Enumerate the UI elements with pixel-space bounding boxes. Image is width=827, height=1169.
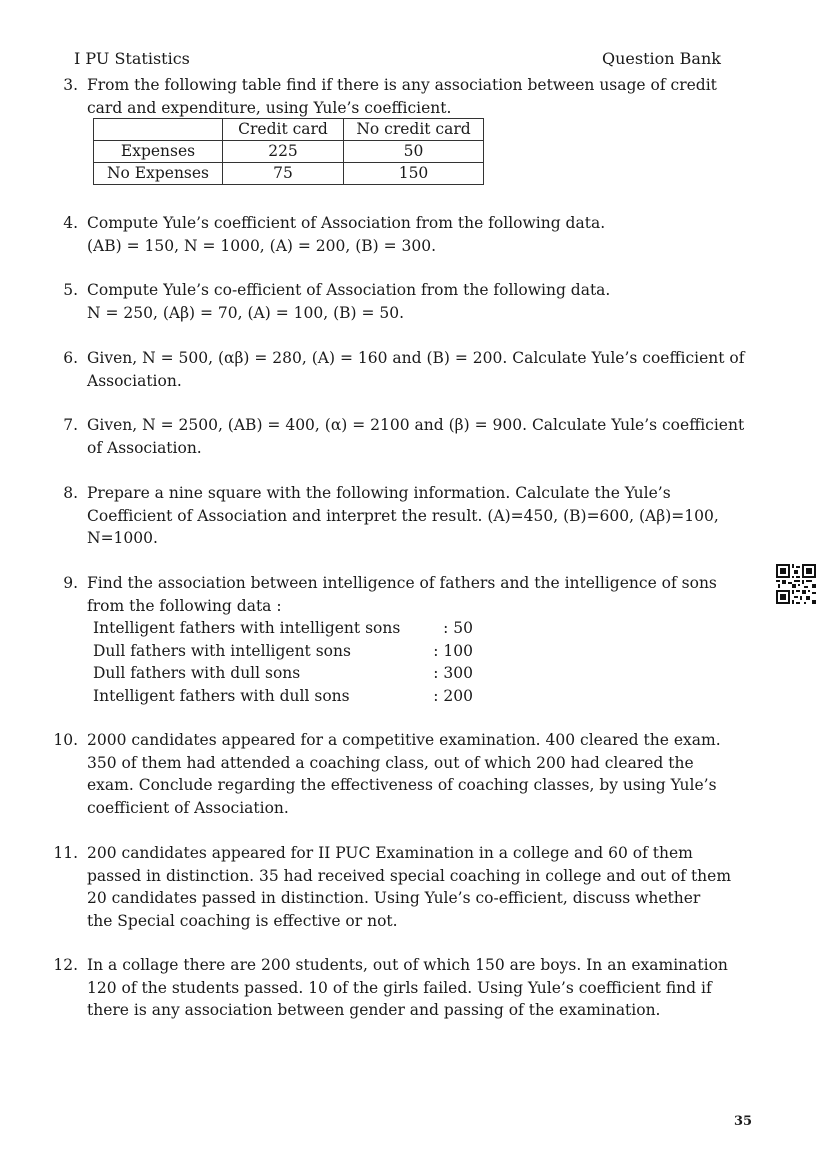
table-header-row xyxy=(94,119,484,141)
list-item-value: : 200 xyxy=(433,686,473,705)
table-row xyxy=(94,141,484,163)
page-number: 35 xyxy=(734,1114,753,1129)
question-10 xyxy=(44,729,752,819)
list-item-value: : 100 xyxy=(433,641,473,660)
question-text: exam. Conclude regarding the effectiveness of coaching classes, by using Yule’s xyxy=(87,776,717,795)
question-3 xyxy=(44,74,752,119)
table-cell: 150 xyxy=(344,163,484,185)
list-item-label: Dull fathers with intelligent sons xyxy=(93,641,351,660)
question-11 xyxy=(44,842,752,932)
question-text: coefficient of Association. xyxy=(87,798,289,817)
question-text: 350 of them had attended a coaching class, out of which 200 had cleared the xyxy=(87,753,694,772)
question-text: there is any association between gender and passing of the examination. xyxy=(87,1001,661,1020)
list-item-value: : 50 xyxy=(443,619,473,637)
list-item xyxy=(93,662,473,685)
table-row-label: Expenses xyxy=(94,141,223,163)
question-text: (AB) = 150, N = 1000, (A) = 200, (B) = 300. xyxy=(87,236,437,255)
list-item xyxy=(93,685,473,708)
question-number: 10. xyxy=(53,731,78,749)
table-cell: 75 xyxy=(223,163,344,185)
question-text: Compute Yule’s co-efficient of Association from the following data. xyxy=(87,281,611,299)
question-number: 3. xyxy=(63,76,78,94)
list-item-value: : 300 xyxy=(433,664,473,683)
question-number: 8. xyxy=(63,484,78,502)
list-item-label: Intelligent fathers with dull sons xyxy=(93,686,350,705)
table-cell xyxy=(94,119,223,141)
question-6 xyxy=(44,347,752,392)
header-title: Question Bank xyxy=(602,49,721,68)
question-text: Find the association between intelligence of fathers and the intelligence of sons xyxy=(87,574,717,592)
question-8 xyxy=(44,482,752,550)
qr-code-icon xyxy=(776,564,816,604)
question-text: From the following table find if there is any association between usage of credit xyxy=(87,76,717,94)
question-12 xyxy=(44,954,752,1022)
question-number: 9. xyxy=(63,574,78,592)
question-text: In a collage there are 200 students, out of which 150 are boys. In an examination xyxy=(87,956,728,974)
question-number: 4. xyxy=(63,214,78,232)
question-number: 12. xyxy=(53,956,78,974)
question-number: 7. xyxy=(63,416,78,434)
table-row xyxy=(94,163,484,185)
list-item-label: Intelligent fathers with intelligent sons xyxy=(93,619,401,637)
table-row-label: No Expenses xyxy=(94,163,223,185)
question-text: Prepare a nine square with the following information. Calculate the Yule’s xyxy=(87,484,671,502)
header-subject: I PU Statistics xyxy=(74,49,190,68)
question-number: 11. xyxy=(53,844,78,862)
question-text: Association. xyxy=(87,371,182,390)
list-item xyxy=(93,617,473,640)
question-4 xyxy=(44,212,752,257)
list-item-label: Dull fathers with dull sons xyxy=(93,664,301,683)
question-9 xyxy=(44,572,752,617)
question-text: 120 of the students passed. 10 of the girls failed. Using Yule’s coefficient find if xyxy=(87,978,712,997)
table-cell: 225 xyxy=(223,141,344,163)
question-text: 2000 candidates appeared for a competitive examination. 400 cleared the exam. xyxy=(87,731,721,749)
question-text: passed in distinction. 35 had received special coaching in college and out of them xyxy=(87,866,732,885)
question-text: N=1000. xyxy=(87,529,158,548)
credit-card-table xyxy=(93,118,484,185)
question-text: 20 candidates passed in distinction. Using Yule’s co-efficient, discuss whether xyxy=(87,889,701,908)
question-text: Given, N = 2500, (AB) = 400, (α) = 2100 and (β) = 900. Calculate Yule’s coefficient xyxy=(87,416,745,434)
question-text: from the following data : xyxy=(87,596,282,615)
list-item xyxy=(93,640,473,663)
q9-data-list xyxy=(93,617,473,707)
question-text: Coefficient of Association and interpret the result. (A)=450, (B)=600, (Aβ)=100, xyxy=(87,506,719,525)
question-text: 200 candidates appeared for II PUC Examination in a college and 60 of them xyxy=(87,844,693,862)
table-header-cell: Credit card xyxy=(223,119,344,141)
question-text: card and expenditure, using Yule’s coefficient. xyxy=(87,98,452,117)
question-text: Given, N = 500, (αβ) = 280, (A) = 160 and (B) = 200. Calculate Yule’s coefficient of xyxy=(87,349,745,367)
question-7 xyxy=(44,414,752,459)
question-5 xyxy=(44,279,752,324)
question-text: Compute Yule’s coefficient of Association from the following data. xyxy=(87,214,606,232)
table-header-cell: No credit card xyxy=(344,119,484,141)
question-number: 5. xyxy=(63,281,78,299)
question-text: N = 250, (Aβ) = 70, (A) = 100, (B) = 50. xyxy=(87,303,405,322)
table-cell: 50 xyxy=(344,141,484,163)
question-text: of Association. xyxy=(87,438,202,457)
question-text: the Special coaching is effective or not. xyxy=(87,911,398,930)
question-number: 6. xyxy=(63,349,78,367)
